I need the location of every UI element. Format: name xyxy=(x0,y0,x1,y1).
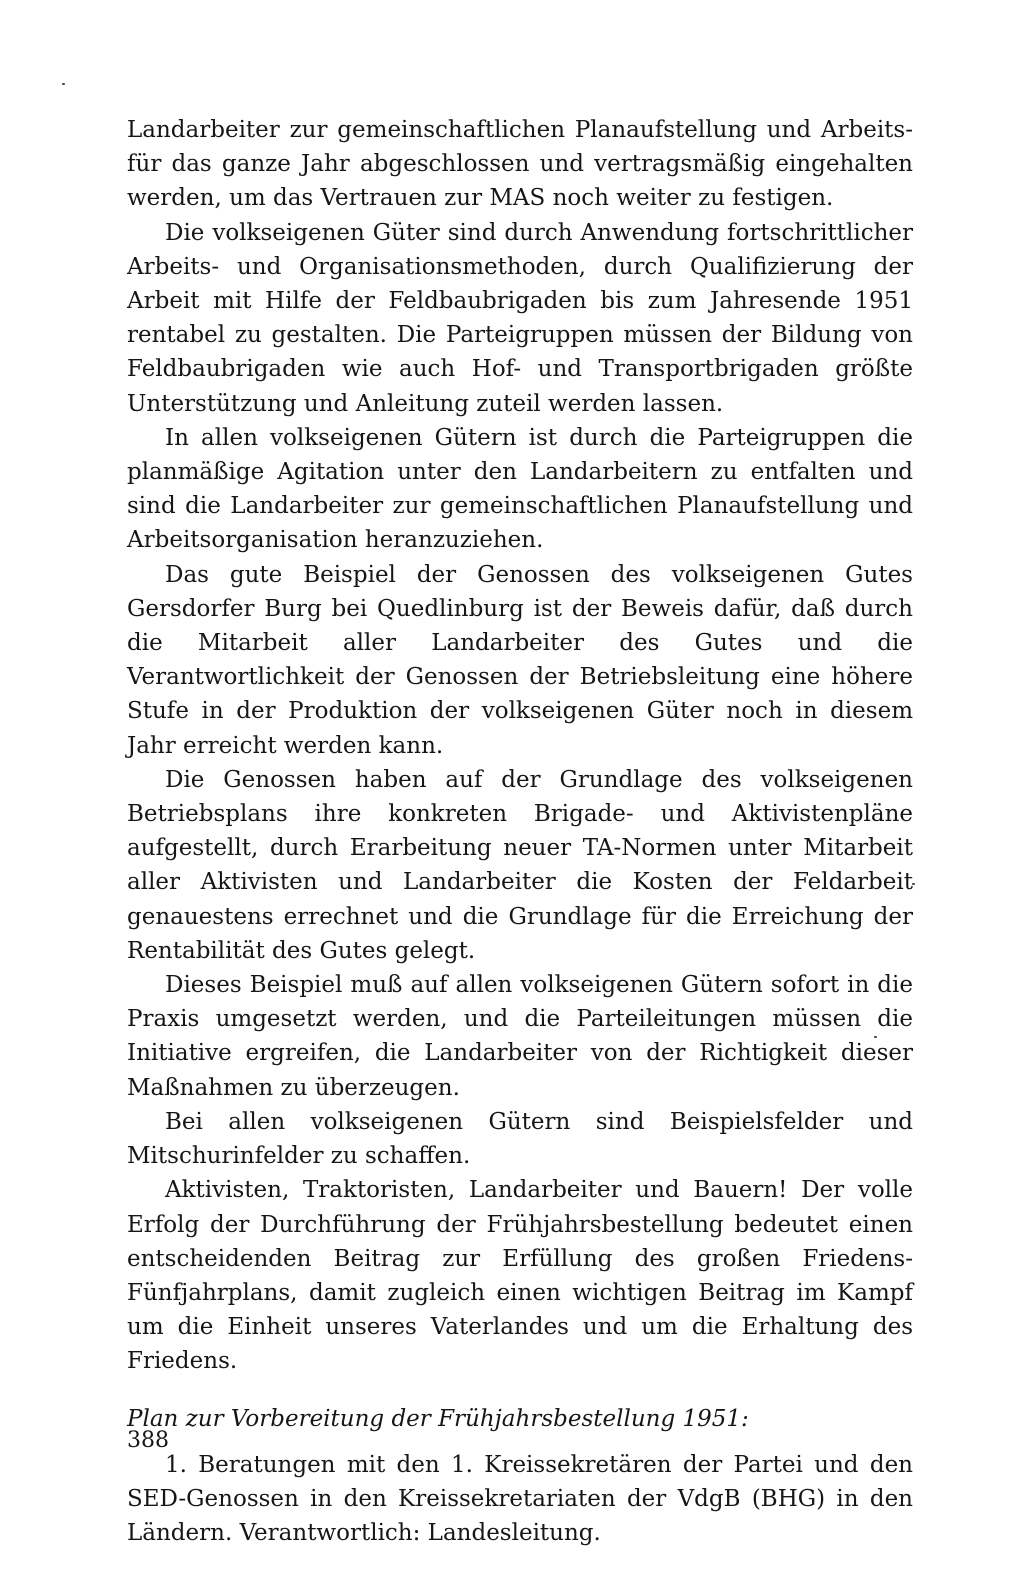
paragraph: Das gute Beispiel der Genossen des volkseigenen Gutes Gersdorfer Burg bei Quedlinburg ist der Beweis dafür, daß durch die Mitarbeit aller Landarbeiter des Gutes und die Verantwortlichkeit der Genossen der Betriebsleitung eine höhere Stufe in der Produktion der volkseigenen Güter noch in diesem Jahr erreicht werden kann. xyxy=(127,561,913,759)
list-item: 1. Beratungen mit den 1. Kreissekretären der Partei und den SED-Genossen in den Kreissekretariaten der VdgB (BHG) in den Ländern. Verantwortlich: Landesleitung. xyxy=(127,1451,913,1547)
paragraph: Aktivisten, Traktoristen, Landarbeiter und Bauern! Der volle Erfolg der Durchführung der Frühjahrsbestellung bedeutet einen entscheidenden Beitrag zur Erfüllung des großen Friedens-Fünfjahrplans, damit zugleich einen wichtigen Beitrag im Kampf um die Einheit unseres Vaterlandes und um die Erhaltung des Friedens. xyxy=(127,1177,913,1375)
paragraph: Landarbeiter zur gemeinschaftlichen Planaufstellung und Arbeits- für das ganze Jahr abgeschlossen und vertragsmäßig eingehalten werden, um das Vertrauen zur MAS noch weiter zu festigen. xyxy=(127,117,913,212)
paragraph: Die volkseigenen Güter sind durch Anwendung fortschrittlicher Arbeits- und Organisationsmethoden, durch Qualifizierung der Arbeit mit Hilfe der Feldbaubrigaden bis zum Jahresende 1951 rentabel zu gestalten. Die Parteigruppen müssen der Bildung von Feldbaubrigaden wie auch Hof- und Transportbrigaden größte Unterstützung und Anleitung zuteil werden lassen. xyxy=(127,219,913,417)
paragraph: Die Genossen haben auf der Grundlage des volkseigenen Betriebsplans ihre konkreten Brigade- und Aktivistenpläne aufgestellt, durch Erarbeitung neuer TA-Normen unter Mitarbeit aller Aktivisten und Landarbeiter die Kosten der Feldarbeit genauestens errechnet und die Grundlage für die Erreichung der Rentabilität des Gutes gelegt. xyxy=(127,766,913,964)
paragraph: In allen volkseigenen Gütern ist durch die Parteigruppen die planmäßige Agitation unter den Landarbeitern zu entfalten und sind die Landarbeiter zur gemeinschaftlichen Planaufstellung und Arbeitsorganisation heranzuziehen. xyxy=(127,424,913,554)
print-speck xyxy=(62,83,65,85)
body-text xyxy=(127,113,913,1550)
paragraph: Bei allen volkseigenen Gütern sind Beispielsfelder und Mitschurinfelder zu schaffen. xyxy=(127,1108,913,1170)
page-number: 388 xyxy=(127,1428,169,1453)
section-heading: Plan zur Vorbereitung der Frühjahrsbestellung 1951: xyxy=(127,1405,749,1432)
paragraph: Dieses Beispiel muß auf allen volkseigenen Gütern sofort in die Praxis umgesetzt werden, und die Parteileitungen müssen die Initiative ergreifen, die Landarbeiter von der Richtigkeit dieser Maßnahmen zu überzeugen. xyxy=(127,972,913,1101)
